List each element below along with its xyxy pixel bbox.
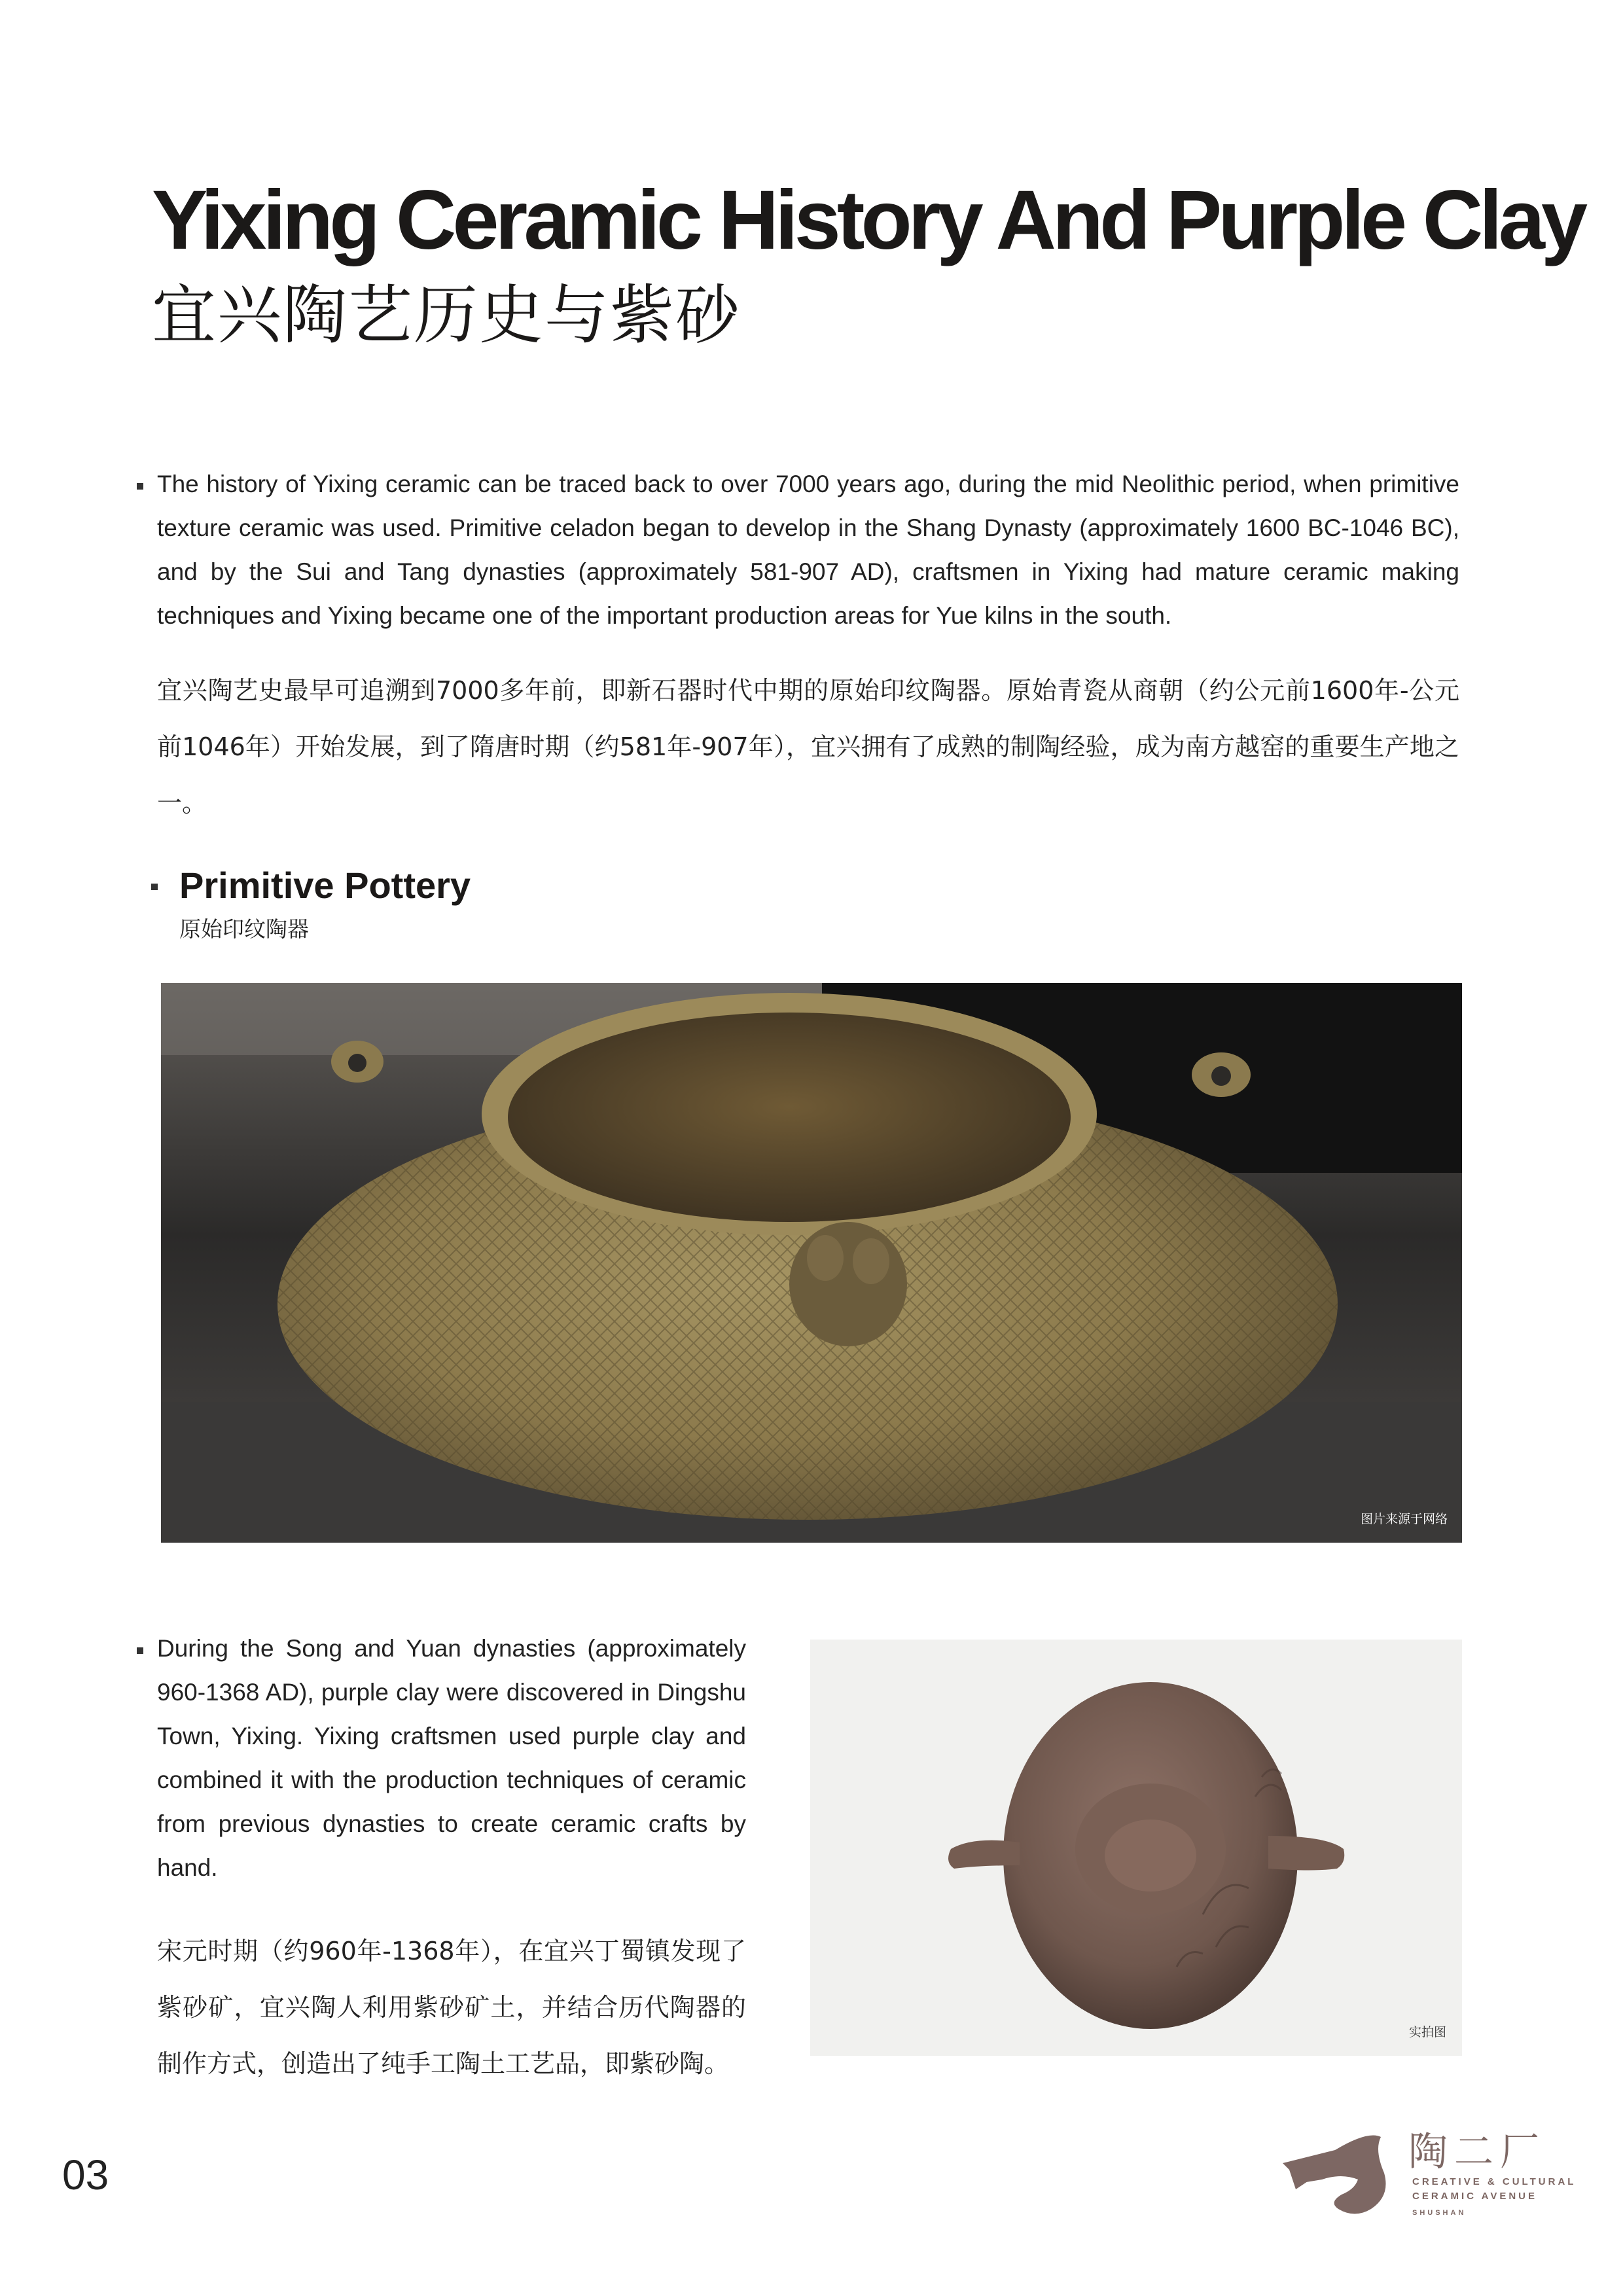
bullet-icon	[151, 884, 158, 890]
page-title-en: Yixing Ceramic History And Purple Clay	[152, 173, 1584, 267]
song-yuan-paragraph-en: During the Song and Yuan dynasties (approximately 960-1368 AD), purple clay were discovered in Dingshu Town, Yixing. Yixing craftsmen used purple clay and combined it with the production techniques of ceramic from previous dynasties to create ceramic crafts by hand.	[157, 1635, 746, 1881]
logo-text-en-line3: SHUSHAN	[1412, 2209, 1467, 2217]
photo-caption: 实拍图	[1408, 2025, 1446, 2039]
purple-clay-teapot-photo	[810, 1640, 1462, 2056]
photo-caption: 图片来源于网络	[1360, 1512, 1448, 1526]
page-title-cn: 宜兴陶艺历史与紫砂	[152, 278, 741, 353]
bullet-icon	[137, 483, 143, 490]
primitive-pottery-photo	[161, 983, 1462, 1543]
intro-paragraph-en: The history of Yixing ceramic can be traced back to over 7000 years ago, during the mid Neolithic period, when primitive texture ceramic was used. Primitive celadon began to develop in the Shang Dynasty (approximately 1600 BC-1046 BC), and by the Sui and Tang dynasties (approximately 581-907 AD), craftsmen in Yixing had mature ceramic making techniques and Yixing became one of the important production areas for Yue kilns in the south.	[157, 471, 1459, 629]
page-number: 03	[62, 2151, 109, 2198]
logo-text-en-line1: CREATIVE & CULTURAL	[1412, 2176, 1577, 2187]
logo-text-cn: 陶二厂	[1408, 2129, 1546, 2175]
section-title-cn: 原始印纹陶器	[179, 916, 309, 942]
intro-paragraph-cn: 宜兴陶艺史最早可追溯到7000多年前，即新石器时代中期的原始印纹陶器。原始青瓷从商朝（约公元前1600年-公元前1046年）开始发展，到了隋唐时期（约581年-907年），宜兴拥有了成熟的制陶经验，成为南方越窑的重要生产地之一。	[157, 676, 1459, 817]
logo-mark-icon	[1276, 2111, 1407, 2222]
section-title-en: Primitive Pottery	[179, 865, 471, 906]
logo-text-en-line2: CERAMIC AVENUE	[1412, 2191, 1538, 2202]
brand-logo	[1276, 2111, 1407, 2222]
bullet-icon	[137, 1647, 143, 1654]
song-yuan-paragraph-cn: 宋元时期（约960年-1368年），在宜兴丁蜀镇发现了紫砂矿，宜兴陶人利用紫砂矿土，并结合历代陶器的制作方式，创造出了纯手工陶土工艺品，即紫砂陶。	[157, 1937, 746, 2078]
